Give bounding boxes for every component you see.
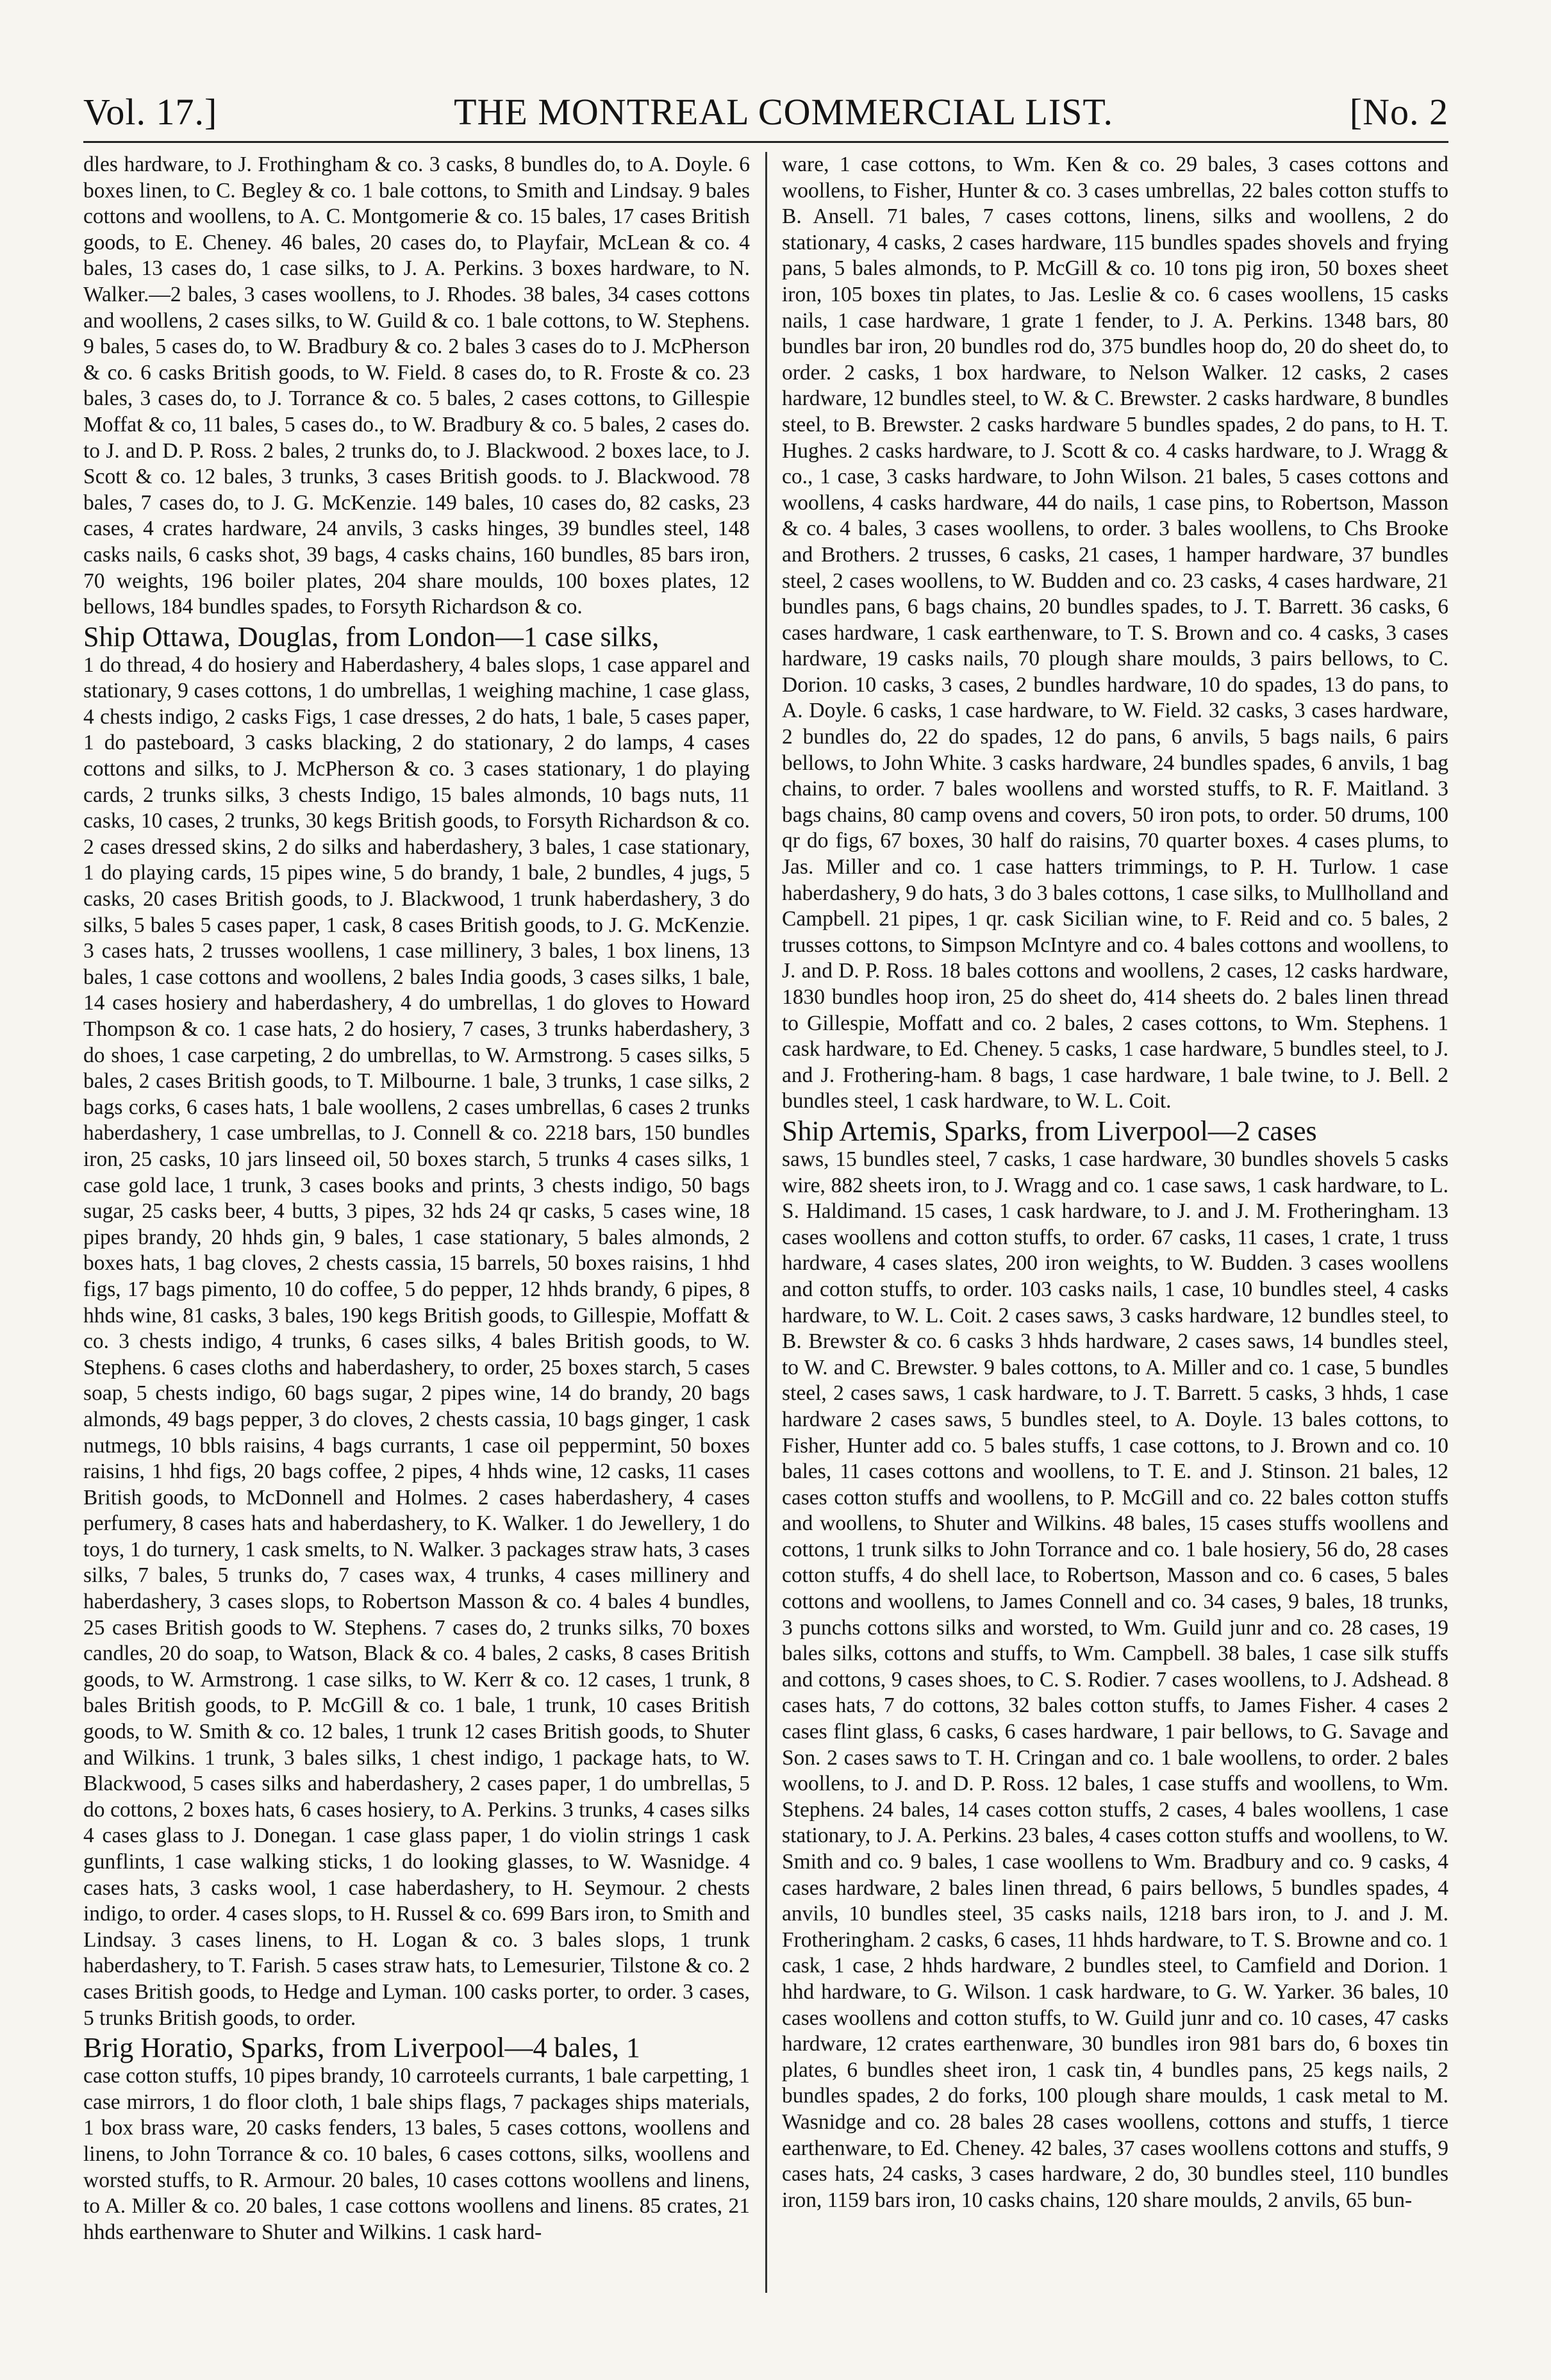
cargo-list-paragraph: dles hardware, to J. Frothingham & co. 3 casks, 8 bundles do, to A. Doyle. 6 boxes linen, to C. Begley & co. 1 bale cottons, to Smith and Lindsay. 9 bales cottons and woollens, to A. C. Montgomerie & co. 15 bales, 17 cases British goods, to E. Cheney. 46 bales, 20 cases do, to Playfair, McLean & co. 4 bales, 13 cases do, 1 case silks, to J. A. Perkins. 3 boxes hardware, to N. Walker.—2 bales, 3 cases woollens, to J. Rhodes. 38 bales, 34 cases cottons and woollens, 2 cases silks, to W. Guild & co. 1 bale cottons, to W. Stephens. 9 bales, 5 cases do, to W. Bradbury & co. 2 bales 3 cases do to J. McPherson & co. 6 casks British goods, to W. Field. 8 cases do, to R. Froste & co. 23 bales, 3 cases do, to J. Torrance & co. 5 bales, 2 cases cottons, to Gillespie Moffat & co, 11 bales, 5 cases do., to W. Bradbury & co. 5 bales, 2 cases do. to J. and D. P. Ross. 2 bales, 2 trunks do, to J. Blackwood. 2 boxes lace, to J. Scott & co. 12 bales, 3 trunks, 3 cases British goods. to J. Blackwood. 78 bales, 7 cases do, to J. G. McKenzie. 149 bales, 10 cases do, 82 casks, 23 cases, 4 crates hardware, 24 anvils, 3 casks hinges, 39 bundles steel, 148 casks nails, 6 casks shot, 39 bags, 4 casks chains, 160 bundles, 85 bars iron, 70 weights, 196 boiler plates, 204 share moulds, 100 boxes plates, 12 bellows, 184 bundles spades, to Forsyth Richardson & co. [83,153,750,619]
volume-label: Vol. 17.] [83,91,218,133]
text-columns [83,152,1448,2293]
issue-number: [No. 2 [1349,91,1448,133]
newspaper-page [83,90,1448,2293]
column-divider [765,152,767,2293]
ship-heading-horatio: Brig Horatio, Sparks, from Liverpool—4 bales, 1 [83,2032,640,2064]
ship-heading-ottawa: Ship Ottawa, Douglas, from London—1 case silks, [83,620,659,653]
right-column [782,152,1448,2293]
publication-title: THE MONTREAL COMMERCIAL LIST. [454,91,1114,133]
left-column [83,152,750,2293]
cargo-list-paragraph: 1 do thread, 4 do hosiery and Haberdashery, 4 bales slops, 1 case apparel and stationary, 9 cases cottons, 1 do umbrellas, 1 weighing machine, 1 case glass, 4 chests indigo, 2 casks Figs, 1 case dresses, 2 do hats, 1 bale, 5 cases paper, 1 do pasteboard, 3 casks blacking, 2 do stationary, 2 do lamps, 4 cases cottons and silks, to J. McPherson & co. 3 cases stationary, 1 do playing cards, 2 trunks silks, 3 chests Indigo, 15 bales almonds, 10 bags nuts, 11 casks, 10 cases, 2 trunks, 30 kegs British goods, to Forsyth Richardson & co. 2 cases dressed skins, 2 do silks and haberdashery, 3 bales, 1 case stationary, 1 do playing cards, 15 pipes wine, 5 do brandy, 1 bale, 2 bundles, 4 jugs, 5 casks, 20 cases British goods, to J. Blackwood, 1 trunk haberdashery, 3 do silks, 5 bales 5 cases paper, 1 cask, 8 cases British goods, to J. G. McKenzie. 3 cases hats, 2 trusses woollens, 1 case millinery, 3 bales, 1 box linens, 13 bales, 1 case cottons and woollens, 2 bales India goods, 3 cases silks, 1 bale, 14 cases hosiery and haberdashery, 4 do umbrellas, 1 do gloves to Howard Thompson & co. 1 case hats, 2 do hosiery, 7 cases, 3 trunks haberdashery, 3 do shoes, 1 case carpeting, 2 do umbrellas, to W. Armstrong. 5 cases silks, 5 bales, 2 cases British goods, to T. Milbourne. 1 bale, 3 trunks, 1 case silks, 2 bags corks, 6 cases hats, 1 bale woollens, 2 cases umbrellas, 6 cases 2 trunks haberdashery, 1 case umbrellas, to J. Connell & co. 2218 bars, 150 bundles iron, 25 casks, 10 jars linseed oil, 50 boxes starch, 5 trunks 4 cases silks, 1 case gold lace, 1 trunk, 3 cases books and prints, 3 chests indigo, 50 bags sugar, 25 casks beer, 4 butts, 3 pipes, 32 hds 24 qr casks, 5 cases wine, 18 pipes brandy, 20 hhds gin, 9 bales, 1 case stationary, 5 bales almonds, 2 boxes hats, 1 bag cloves, 2 chests cassia, 15 barrels, 50 boxes raisins, 1 hhd figs, 17 bags pimento, 10 do coffee, 5 do pepper, 12 hhds brandy, 6 pipes, 8 hhds wine, 81 casks, 3 bales, 190 kegs British goods, to Gillespie, Moffatt & co. 3 chests indigo, 4 trunks, 6 cases silks, 4 bales British goods, to W. Stephens. 6 cases cloths and haberdashery, to order, 25 boxes starch, 5 cases soap, 5 chests indigo, 60 bags sugar, 2 pipes wine, 14 do brandy, 20 bags almonds, 49 bags pepper, 3 do cloves, 2 chests cassia, 10 bags ginger, 1 cask nutmegs, 10 bbls raisins, 4 bags currants, 1 case oil peppermint, 50 boxes raisins, 1 hhd figs, 20 bags coffee, 2 pipes, 4 hhds wine, 12 casks, 11 cases British goods, to McDonnell and Holmes. 2 cases haberdashery, 4 cases perfumery, 8 cases hats and haberdashery, to K. Walker. 1 do Jewellery, 1 do toys, 1 do turnery, 1 cask smelts, to N. Walker. 3 packages straw hats, 3 cases silks, 7 bales, 5 trunks do, 7 cases wax, 4 trunks, 4 cases millinery and haberdashery, 3 cases slops, to Robertson Masson & co. 4 bales 4 bundles, 25 cases British goods to W. Stephens. 7 cases do, 2 trunks silks, 70 boxes candles, 20 do soap, to Watson, Black & co. 4 bales, 2 casks, 8 cases British goods, to W. Armstrong. 1 case silks, to W. Kerr & co. 12 cases, 1 trunk, 8 bales British goods, to P. McGill & co. 1 bale, 1 trunk, 10 cases British goods, to W. Smith & co. 12 bales, 1 trunk 12 cases British goods, to Shuter and Wilkins. 1 trunk, 3 bales silks, 1 chest indigo, 1 package hats, to W. Blackwood, 5 cases silks and haberdashery, 2 cases paper, 1 do umbrellas, 5 do cottons, 2 boxes hats, 6 cases hosiery, to A. Perkins. 3 trunks, 4 cases silks 4 cases glass to J. Donegan. 1 case glass paper, 1 do violin strings 1 cask gunflints, 1 case walking sticks, 1 do looking glasses, to W. Wasnidge. 4 cases hats, 3 casks wool, 1 case haberdashery, to H. Seymour. 2 chests indigo, to order. 4 cases slops, to H. Russel & co. 699 Bars iron, to Smith and Lindsay. 3 cases linens, to H. Logan & co. 3 bales slops, 1 trunk haberdashery, to T. Farish. 5 cases straw hats, to Lemesurier, Tilstone & co. 2 cases British goods, to Hedge and Lyman. 100 casks porter, to order. 3 cases, 5 trunks British goods, to order. [83,653,750,2030]
ship-heading-artemis: Ship Artemis, Sparks, from Liverpool—2 cases [782,1115,1317,1147]
cargo-list-paragraph: ware, 1 case cottons, to Wm. Ken & co. 29 bales, 3 cases cottons and woollens, to Fisher, Hunter & co. 3 cases umbrellas, 22 bales cotton stuffs to B. Ansell. 71 bales, 7 cases cottons, linens, silks and woollens, 2 do stationary, 4 casks, 2 cases hardware, 115 bundles spades shovels and frying pans, 5 bales almonds, to P. McGill & co. 10 tons pig iron, 50 boxes sheet iron, 105 boxes tin plates, to Jas. Leslie & co. 6 cases woollens, 15 casks nails, 1 case hardware, 1 grate 1 fender, to J. A. Perkins. 1348 bars, 80 bundles bar iron, 20 bundles rod do, 375 bundles hoop do, 20 do sheet do, to order. 2 casks, 1 box hardware, to Nelson Walker. 12 casks, 2 cases hardware, 12 bundles steel, to W. & C. Brewster. 2 casks hardware, 8 bundles steel, to B. Brewster. 2 casks hardware 5 bundles spades, 2 do pans, to H. T. Hughes. 2 casks hardware, to J. Scott & co. 4 casks hardware, to J. Wragg & co., 1 case, 3 casks hardware, to John Wilson. 21 bales, 5 cases cottons and woollens, 4 casks hardware, 44 do nails, 1 case pins, to Robertson, Masson & co. 4 bales, 3 cases woollens, to order. 3 bales woollens, to Chs Brooke and Brothers. 2 trusses, 6 casks, 21 cases, 1 hamper hardware, 37 bundles steel, 2 cases woollens, to W. Budden and co. 23 casks, 4 cases hardware, 21 bundles pans, 6 bags chains, 20 bundles spades, to J. T. Barrett. 36 casks, 6 cases hardware, 1 cask earthenware, to T. S. Brown and co. 4 casks, 3 cases hardware, 19 casks nails, 70 plough share moulds, 3 pairs bellows, to C. Dorion. 10 casks, 3 cases, 2 bundles hardware, 10 do spades, 13 do pans, to A. Doyle. 6 casks, 1 case hardware, to W. Field. 32 casks, 3 cases hardware, 2 bundles do, 22 do spades, 12 do pans, 6 anvils, 5 bags nails, 6 pairs bellows, to John White. 3 casks hardware, 24 bundles spades, 6 anvils, 1 bag chains, to order. 7 bales woollens and worsted stuffs, to R. F. Maitland. 3 bags chains, 80 camp ovens and covers, 50 iron pots, to order. 50 drums, 100 qr do figs, 67 boxes, 30 half do raisins, 70 quarter boxes. 4 cases plums, to Jas. Miller and co. 1 case hatters trimmings, to P. H. Turlow. 1 case haberdashery, 9 do hats, 3 do 3 bales cottons, 1 case silks, to Mullholland and Campbell. 21 pipes, 1 qr. cask Sicilian wine, to F. Reid and co. 5 bales, 2 trusses cottons, to Simpson McIntyre and co. 4 bales cottons and woollens, to J. and D. P. Ross. 18 bales cottons and woollens, 2 cases, 12 casks hardware, 1830 bundles hoop iron, 25 do sheet do, 414 sheets do. 2 bales linen thread to Gillespie, Moffatt and co. 2 bales, 2 cases cottons, to Wm. Stephens. 1 cask hardware, to Ed. Cheney. 5 casks, 1 case hardware, 5 bundles steel, to J. and J. Frothering-ham. 8 bags, 1 case hardware, 1 bale twine, to J. Bell. 2 bundles steel, 1 cask hardware, to W. L. Coit. [782,153,1448,1113]
cargo-list-paragraph: saws, 15 bundles steel, 7 casks, 1 case hardware, 30 bundles shovels 5 casks wire, 882 sheets iron, to J. Wragg and co. 1 case saws, 1 cask hardware, to L. S. Haldimand. 15 cases, 1 cask hardware, to J. and J. M. Frotheringham. 13 cases woollens and cotton stuffs, to order. 67 casks, 11 cases, 1 crate, 1 truss hardware, 4 cases slates, 200 iron weights, to W. Budden. 3 cases woollens and cotton stuffs, to order. 103 casks nails, 1 case, 10 bundles steel, 4 casks hardware, to W. L. Coit. 2 cases saws, 3 casks hardware, 12 bundles steel, to B. Brewster & co. 6 casks 3 hhds hardware, 2 cases saws, 14 bundles steel, to W. and C. Brewster. 9 bales cottons, to A. Miller and co. 1 case, 5 bundles steel, 2 cases saws, 1 cask hardware, to J. T. Barrett. 5 casks, 3 hhds, 1 case hardware 2 cases saws, 5 bundles steel, to A. Doyle. 13 bales cottons, to Fisher, Hunter add co. 5 bales stuffs, 1 case cottons, to J. Brown and co. 10 bales, 11 cases cottons and woollens, to T. E. and J. Stinson. 21 bales, 12 cases cotton stuffs and woollens, to P. McGill and co. 22 bales cotton stuffs and woollens, to Shuter and Wilkins. 48 bales, 15 cases stuffs woollens and cottons, 1 trunk silks to John Torrance and co. 1 bale hosiery, 56 do, 28 cases cotton stuffs, 4 do shell lace, to Robertson, Masson and co. 6 cases, 5 bales cottons and woollens, to James Connell and co. 34 cases, 9 bales, 18 trunks, 3 punchs cottons silks and worsted, to Wm. Guild junr and co. 28 cases, 19 bales silks, cottons and stuffs, to Wm. Campbell. 38 bales, 1 case silk stuffs and cottons, 9 cases shoes, to C. S. Rodier. 7 cases woollens, to J. Adshead. 8 cases hats, 7 do cottons, 32 bales cotton stuffs, to James Fisher. 4 cases 2 cases flint glass, 6 casks, 6 cases hardware, 1 pair bellows, to G. Savage and Son. 2 cases saws to T. H. Cringan and co. 1 bale woollens, to order. 2 bales woollens, to J. and D. P. Ross. 12 bales, 1 case stuffs and woollens, to Wm. Stephens. 24 bales, 14 cases cotton stuffs, 2 cases, 4 bales woollens, 1 case stationary, to J. A. Perkins. 23 bales, 4 cases cotton stuffs and woollens, to W. Smith and co. 9 bales, 1 case woollens to Wm. Bradbury and co. 9 casks, 4 cases hardware, 2 bales linen thread, 6 pairs bellows, 5 bundles spades, 4 anvils, 10 bundles steel, 35 casks nails, 1218 bars iron, to J. and J. M. Frotheringham. 2 casks, 6 cases, 11 hhds hardware, to T. S. Browne and co. 1 cask, 1 case, 2 hhds hardware, 2 bundles steel, to Camfield and Dorion. 1 hhd hardware, to G. Wilson. 1 cask hardware, to G. W. Yarker. 36 bales, 10 cases woollens and cotton stuffs, to W. Guild junr and co. 10 cases, 47 casks hardware, 12 crates earthenware, 30 bundles iron 981 bars do, 6 boxes tin plates, 6 bundles sheet iron, 1 cask tin, 4 bundles pans, 25 kegs nails, 2 bundles spades, 2 do forks, 100 plough share moulds, 1 cask metal to M. Wasnidge and co. 28 bales 28 cases woollens, cottons and stuffs, 1 tierce earthenware, to Ed. Cheney. 42 bales, 37 cases woollens cottons and stuffs, 9 cases hats, 24 casks, 3 cases hardware, 2 do, 30 bundles steel, 110 bundles iron, 1159 bars iron, 10 casks chains, 120 share moulds, 2 anvils, 65 bun- [782,1147,1448,2212]
cargo-list-paragraph: case cotton stuffs, 10 pipes brandy, 10 carroteels currants, 1 bale carpetting, 1 case mirrors, 1 do floor cloth, 1 bale ships flags, 7 packages ships materials, 1 box brass ware, 20 casks fenders, 13 bales, 5 cases cottons, woollens and linens, to John Torrance & co. 10 bales, 6 cases cottons, silks, woollens and worsted stuffs, to R. Armour. 20 bales, 10 cases cottons woollens and linens, to A. Miller & co. 20 bales, 1 case cottons woollens and linens. 85 crates, 21 hhds earthenware to Shuter and Wilkins. 1 cask hard- [83,2064,750,2244]
page-header [83,90,1448,143]
